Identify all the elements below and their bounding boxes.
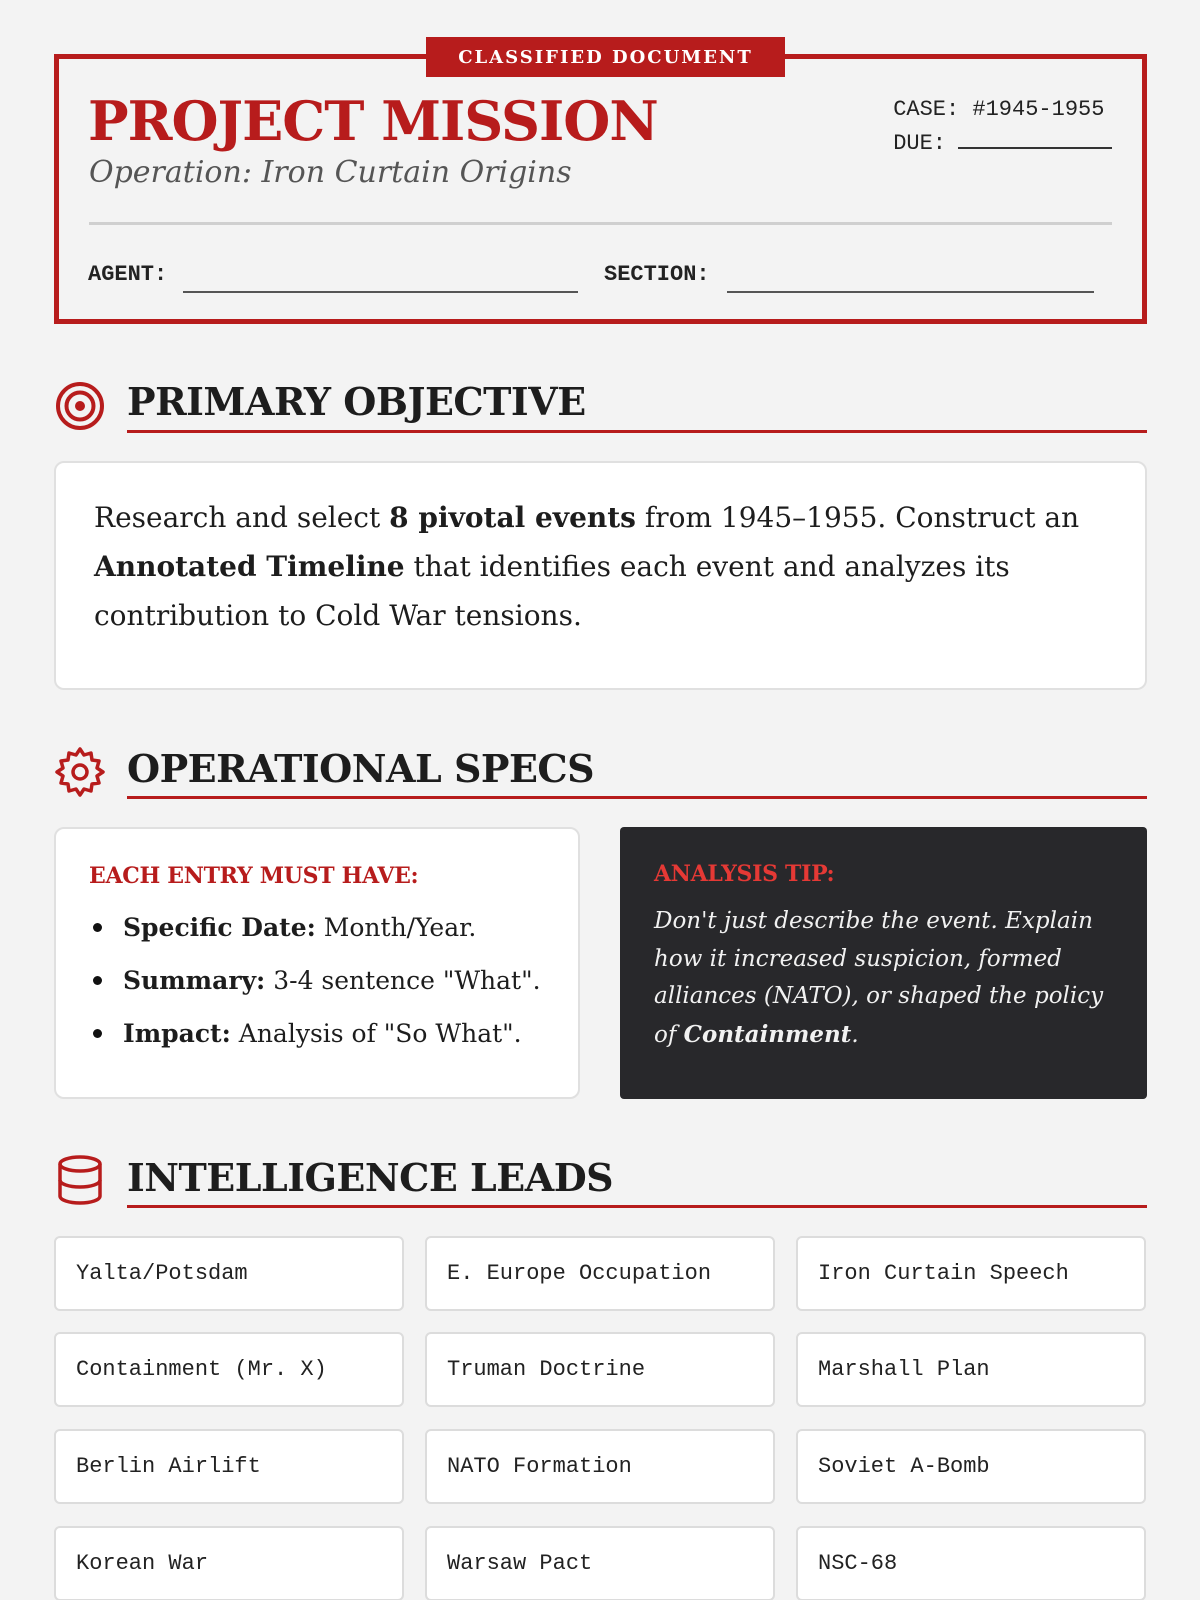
requirements-list xyxy=(89,901,545,1060)
agent-label: AGENT: xyxy=(88,262,168,287)
lead-item[interactable]: Iron Curtain Speech xyxy=(796,1236,1146,1311)
lead-item[interactable]: Truman Doctrine xyxy=(425,1332,775,1407)
specs-rule xyxy=(127,796,1147,799)
list-item: Impact: Analysis of "So What". xyxy=(89,1007,545,1060)
due-label: DUE: xyxy=(893,131,946,156)
objective-heading: PRIMARY OBJECTIVE xyxy=(127,379,586,424)
case-label: CASE: xyxy=(893,97,960,122)
objective-rule xyxy=(127,430,1147,433)
requirements-heading: EACH ENTRY MUST HAVE: xyxy=(89,863,419,889)
gear-icon xyxy=(54,746,106,798)
timeline-term: Annotated Timeline xyxy=(94,550,405,583)
lead-item[interactable]: NATO Formation xyxy=(425,1429,775,1504)
lead-item[interactable]: Yalta/Potsdam xyxy=(54,1236,404,1311)
agent-field[interactable] xyxy=(183,291,578,293)
header-divider xyxy=(89,222,1112,225)
list-item: Summary: 3-4 sentence "What". xyxy=(89,954,545,1007)
specs-heading: OPERATIONAL SPECS xyxy=(127,746,595,791)
lead-item[interactable]: Warsaw Pact xyxy=(425,1526,775,1600)
case-info xyxy=(893,93,1112,161)
lead-item[interactable]: E. Europe Occupation xyxy=(425,1236,775,1311)
objective-card xyxy=(54,461,1147,690)
target-icon xyxy=(54,380,106,432)
database-icon xyxy=(54,1154,106,1206)
lead-item[interactable]: Marshall Plan xyxy=(796,1332,1146,1407)
lead-item[interactable]: NSC-68 xyxy=(796,1526,1146,1600)
section-field[interactable] xyxy=(727,291,1094,293)
objective-text: Research and select 8 pivotal events from 1945–1955. Construct an Annotated Timeline that identifies each event and analyzes its contribution to Cold War tensions. xyxy=(94,501,1080,632)
list-item: Specific Date: Month/Year. xyxy=(89,901,545,954)
page-subtitle: Operation: Iron Curtain Origins xyxy=(89,155,572,190)
mission-header xyxy=(54,46,1147,324)
lead-item[interactable]: Soviet A-Bomb xyxy=(796,1429,1146,1504)
leads-rule xyxy=(127,1205,1147,1208)
tip-heading: ANALYSIS TIP: xyxy=(654,861,835,887)
lead-item[interactable]: Berlin Airlift xyxy=(54,1429,404,1504)
tip-text: Don't just describe the event. Explain how it increased suspicion, formed alliances (NATO), or shaped the policy of Containment. xyxy=(654,908,1104,1048)
due-date-field[interactable] xyxy=(958,127,1112,149)
event-count: 8 pivotal events xyxy=(389,501,636,534)
leads-heading: INTELLIGENCE LEADS xyxy=(127,1155,614,1200)
page-title: PROJECT MISSION xyxy=(88,89,658,153)
requirements-card xyxy=(54,827,580,1099)
lead-item[interactable]: Containment (Mr. X) xyxy=(54,1332,404,1407)
case-number: #1945-1955 xyxy=(972,97,1105,122)
lead-item[interactable]: Korean War xyxy=(54,1526,404,1600)
analysis-tip-card xyxy=(620,827,1147,1099)
section-label: SECTION: xyxy=(604,262,710,287)
classified-stamp: CLASSIFIED DOCUMENT xyxy=(426,37,785,77)
containment-term: Containment xyxy=(683,1020,852,1048)
